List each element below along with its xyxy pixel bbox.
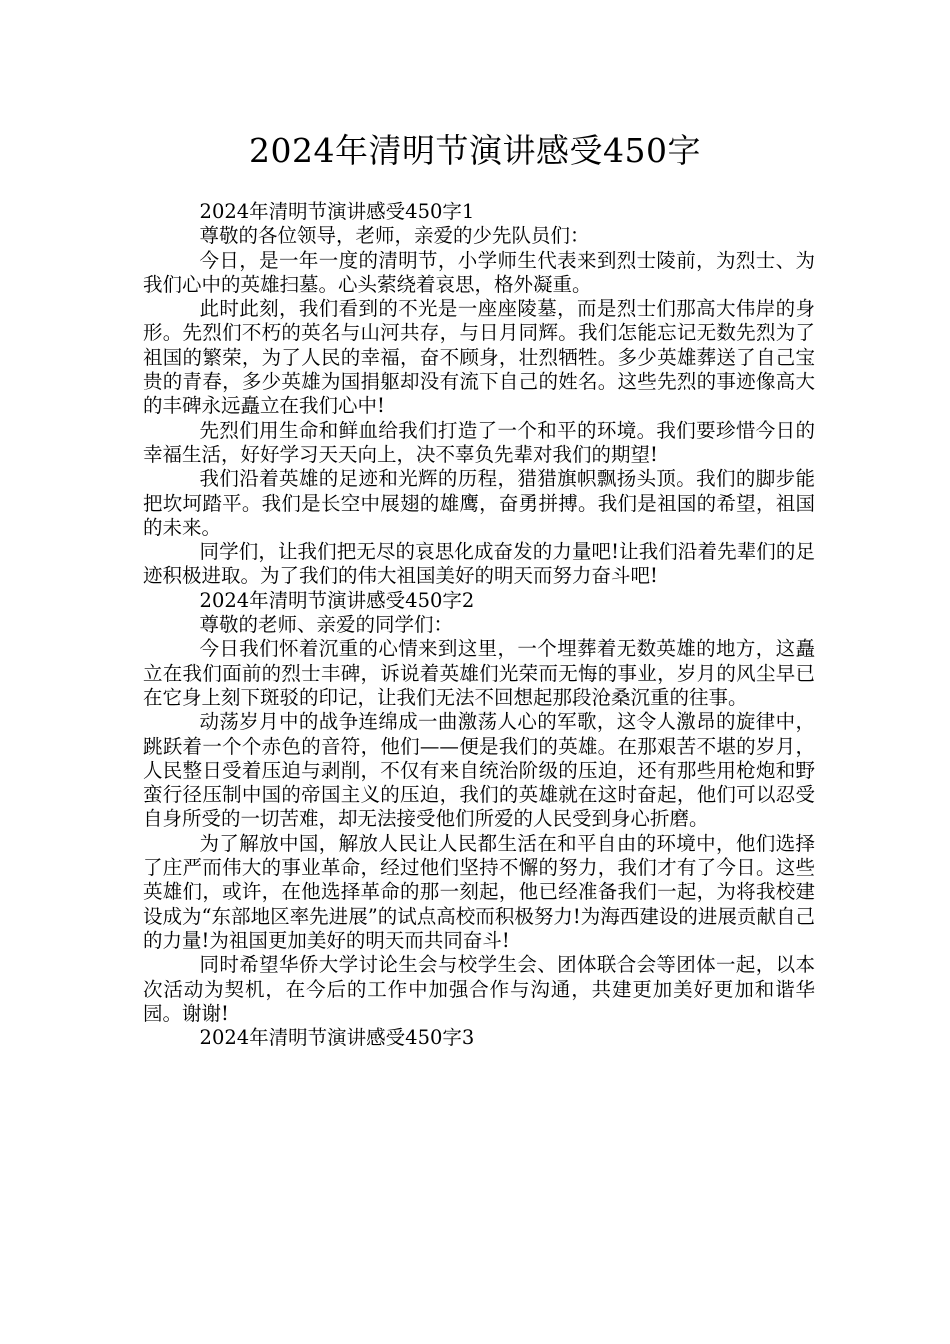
paragraph: 同学们，让我们把无尽的哀思化成奋发的力量吧!让我们沿着先辈们的足迹积极进取。为了我们的伟大祖国美好的明天而努力奋斗吧! (143, 540, 815, 588)
salutation-2: 尊敬的老师、亲爱的同学们： (199, 613, 454, 637)
section-heading-2: 2024年清明节演讲感受450字2 (199, 588, 475, 612)
paragraph: 今日，是一年一度的清明节，小学师生代表来到烈士陵前，为烈士、为我们心中的英雄扫墓。心头萦绕着哀思，格外凝重。 (143, 248, 815, 296)
paragraph: 同时希望华侨大学讨论生会与校学生会、团体联合会等团体一起，以本次活动为契机，在今后的工作中加强合作与沟通，共建更加美好更加和谐华园。谢谢! (143, 953, 815, 1025)
paragraph: 动荡岁月中的战争连绵成一曲激荡人心的军歌，这令人激昂的旋律中，跳跃着一个个赤色的音符，他们——便是我们的英雄。在那艰苦不堪的岁月，人民整日受着压迫与剥削，不仅有来自统治阶级的压迫，还有那些用枪炮和野蛮行径压制中国的帝国主义的压迫，我们的英雄就在这时奋起，他们可以忍受自身所受的一切苦难，却无法接受他们所爱的人民受到身心折磨。 (143, 710, 815, 831)
paragraph: 我们沿着英雄的足迹和光辉的历程，猎猎旗帜飘扬头顶。我们的脚步能把坎坷踏平。我们是长空中展翅的雄鹰，奋勇拼搏。我们是祖国的希望，祖国的未来。 (143, 467, 815, 539)
salutation-1: 尊敬的各位领导，老师，亲爱的少先队员们： (199, 224, 590, 248)
paragraph: 此时此刻，我们看到的不光是一座座陵墓，而是烈士们那高大伟岸的身形。先烈们不朽的英名与山河共存，与日月同辉。我们怎能忘记无数先烈为了祖国的繁荣，为了人民的幸福，奋不顾身，壮烈牺牲。多少英雄葬送了自己宝贵的青春，多少英雄为国捐躯却没有流下自己的姓名。这些先烈的事迹像高大的丰碑永远矗立在我们心中! (143, 297, 815, 418)
section-heading-3: 2024年清明节演讲感受450字3 (199, 1026, 475, 1050)
section-heading-1: 2024年清明节演讲感受450字1 (199, 200, 475, 223)
paragraph: 为了解放中国，解放人民让人民都生活在和平自由的环境中，他们选择了庄严而伟大的事业革命，经过他们坚持不懈的努力，我们才有了今日。这些英雄们，或许，在他选择革命的那一刻起，他已经准备我们一起，为将我校建设成为“东部地区率先进展”的试点高校而积极努力!为海西建设的进展贡献自己的力量!为祖国更加美好的明天而共同奋斗! (143, 831, 815, 952)
paragraph: 先烈们用生命和鲜血给我们打造了一个和平的环境。我们要珍惜今日的幸福生活，好好学习天天向上，决不辜负先辈对我们的期望! (143, 418, 815, 466)
document-title: 2024年清明节演讲感受450字 (249, 131, 701, 170)
paragraph: 今日我们怀着沉重的心情来到这里，一个埋葬着无数英雄的地方，这矗立在我们面前的烈士丰碑，诉说着英雄们光荣而无悔的事业，岁月的风尘早已在它身上刻下斑驳的印记，让我们无法不回想起那段沧桑沉重的往事。 (143, 637, 815, 709)
document-body (143, 200, 815, 1050)
